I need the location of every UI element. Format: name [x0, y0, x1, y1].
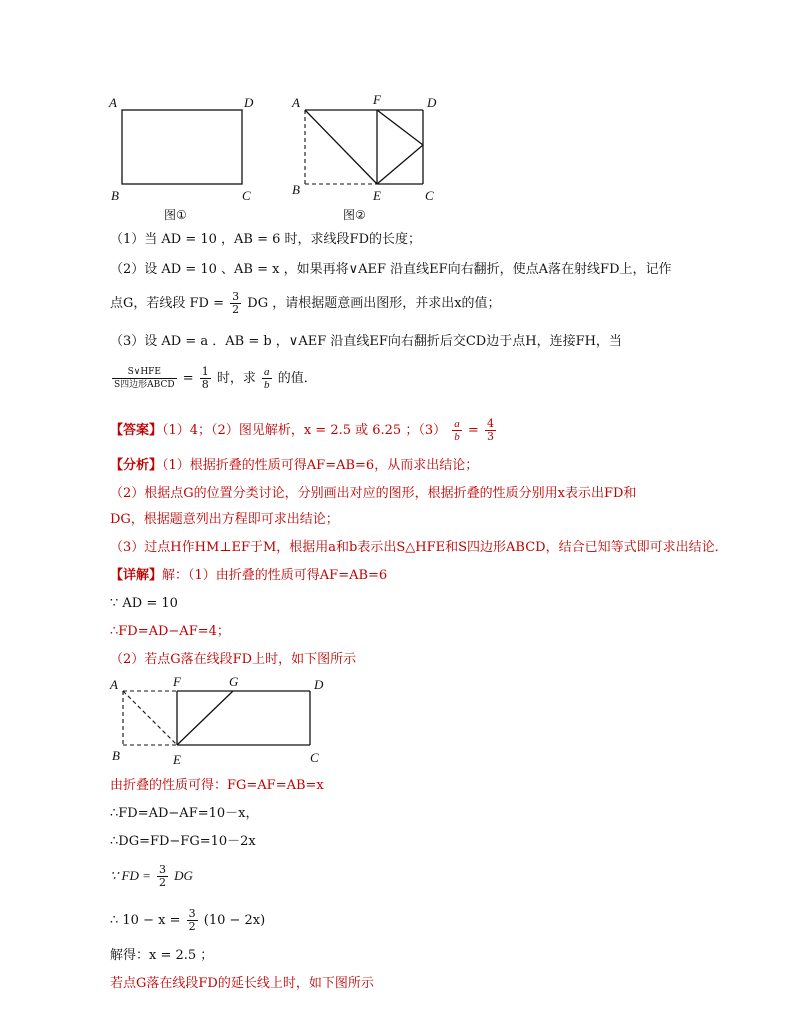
analysis-label: 【分析】 — [110, 458, 163, 473]
label-f: F — [173, 674, 181, 689]
fd-expression: ∴FD=AD−AF=10－x， — [110, 806, 259, 821]
q3-ab-num: a — [264, 366, 270, 378]
segment-fold-top — [377, 110, 423, 145]
equation-post: (10 − 2x) — [203, 913, 266, 928]
figure-3 — [105, 674, 345, 774]
q2-pre: 点G，若线段 FD = — [110, 296, 224, 311]
label-g: G — [229, 674, 239, 689]
q3-end: 的值． — [277, 371, 317, 386]
solve-line: 解得：x = 2.5 ； — [110, 948, 214, 963]
dashed-ae — [123, 691, 177, 745]
figure-1 — [100, 90, 270, 225]
question-3-line-2 — [110, 366, 317, 391]
because-ad: ∵ AD = 10 — [110, 596, 178, 611]
q2-post: DG ，请根据题意画出图形，并求出x的值； — [247, 296, 501, 311]
label-d: D — [427, 95, 437, 110]
label-b: B — [111, 188, 119, 203]
label-c: C — [242, 188, 251, 203]
answer-ab-num: a — [454, 418, 460, 430]
analysis-1-text: （1）根据折叠的性质可得AF=AB=6，从而求出结论； — [162, 458, 479, 473]
q3-mid: 时，求 — [216, 371, 256, 386]
q3-ab — [262, 366, 272, 391]
q2-frac-num: 3 — [232, 290, 240, 303]
q2-fraction — [230, 291, 241, 316]
figure-1-caption: 图① — [164, 208, 187, 222]
analysis-1 — [110, 456, 478, 476]
analysis-2b: DG，根据题意列出方程即可求出结论； — [110, 512, 339, 527]
because-fd-fraction — [157, 864, 168, 889]
because-fd — [110, 864, 193, 889]
answer-value — [485, 418, 496, 443]
detail-1 — [110, 566, 387, 586]
segment-fold-bottom — [377, 145, 423, 184]
analysis-2a: （2）根据点G的位置分类讨论，分别画出对应的图形，根据折叠的性质分别用x表示出FD和 — [110, 486, 637, 501]
q3-ratio-num: S∨HFE — [112, 366, 177, 379]
figure-2 — [285, 90, 455, 225]
detail-1-text: 解：（1）由折叠的性质可得AF=AB=6 — [162, 568, 388, 583]
equation-pre: ∴ 10 − x = — [110, 913, 181, 928]
q3-ab-den: b — [264, 379, 270, 391]
label-c: C — [310, 750, 319, 765]
q3-ratio-den: S四边形ABCD — [114, 380, 175, 390]
question-1: （1）当 AD = 10 ，AB = 6 时，求线段FD的长度； — [110, 232, 421, 247]
question-2-line-1: （2）设 AD = 10 、AB = x ，如果再将∨AEF 沿直线EF向右翻折，使点A落在射线FD上，记作 — [110, 262, 672, 277]
label-d: D — [314, 677, 324, 692]
label-e: E — [173, 752, 181, 767]
detail-label: 【详解】 — [110, 568, 163, 583]
q3-eq: = — [182, 371, 194, 386]
question-2-line-2 — [110, 291, 501, 316]
label-d: D — [244, 95, 254, 110]
because-fd-post: DG — [174, 868, 193, 883]
answer-body: （1）4；（2）图见解析，x = 2.5 或 6.25 ；（3） — [162, 423, 447, 438]
question-3-line-1: （3）设 AD = a ．AB = b ，∨AEF 沿直线EF向右翻折后交CD边于点H，连接FH，当 — [110, 334, 622, 349]
equation-fraction — [187, 908, 198, 933]
segment-ae — [305, 110, 377, 184]
answer-eq: = — [467, 423, 479, 438]
label-a: A — [109, 95, 117, 110]
analysis-3: （3）过点H作HM⊥EF于M，根据用a和b表示出S△HFE和S四边形ABCD，结合已知等式即可求出结论． — [110, 540, 728, 555]
answer-ab-den: b — [454, 431, 460, 443]
q3-frac-den: 8 — [201, 378, 209, 391]
case-g-extension: 若点G落在线段FD的延长线上时，如下图所示 — [110, 976, 374, 991]
label-b: B — [112, 748, 120, 763]
label-e: E — [373, 188, 381, 203]
segment-eg — [177, 691, 233, 745]
q3-fraction — [200, 366, 211, 391]
figure-1-svg — [100, 90, 270, 225]
dg-expression: ∴DG=FD−FG=10－2x — [110, 834, 256, 849]
answer-val-den: 3 — [486, 430, 494, 443]
answer-val-num: 4 — [486, 417, 494, 430]
label-a: A — [292, 95, 300, 110]
answer-line — [110, 418, 498, 443]
q2-frac-den: 2 — [232, 303, 240, 316]
figure-2-caption: 图② — [343, 208, 366, 222]
rectangle-abcd — [122, 110, 242, 184]
equation — [110, 908, 265, 933]
label-a: A — [110, 677, 118, 692]
because-fd-den: 2 — [159, 876, 167, 889]
because-fd-num: 3 — [159, 863, 167, 876]
therefore-fd: ∴FD=AD−AF=4； — [110, 624, 230, 639]
answer-ab — [452, 418, 462, 443]
figure-2-svg — [285, 90, 455, 225]
label-c: C — [425, 188, 434, 203]
answer-label: 【答案】 — [110, 423, 163, 438]
q3-ratio — [112, 366, 177, 391]
label-b: B — [292, 182, 300, 197]
figure-3-svg — [105, 674, 345, 774]
fold-property: 由折叠的性质可得：FG=AF=AB=x — [110, 778, 324, 793]
case-g-on-fd: （2）若点G落在线段FD上时，如下图所示 — [110, 652, 357, 667]
because-fd-pre: ∵ FD = — [110, 868, 151, 883]
equation-den: 2 — [188, 920, 196, 933]
equation-num: 3 — [188, 907, 196, 920]
label-f: F — [373, 92, 381, 107]
q3-frac-num: 1 — [201, 365, 209, 378]
